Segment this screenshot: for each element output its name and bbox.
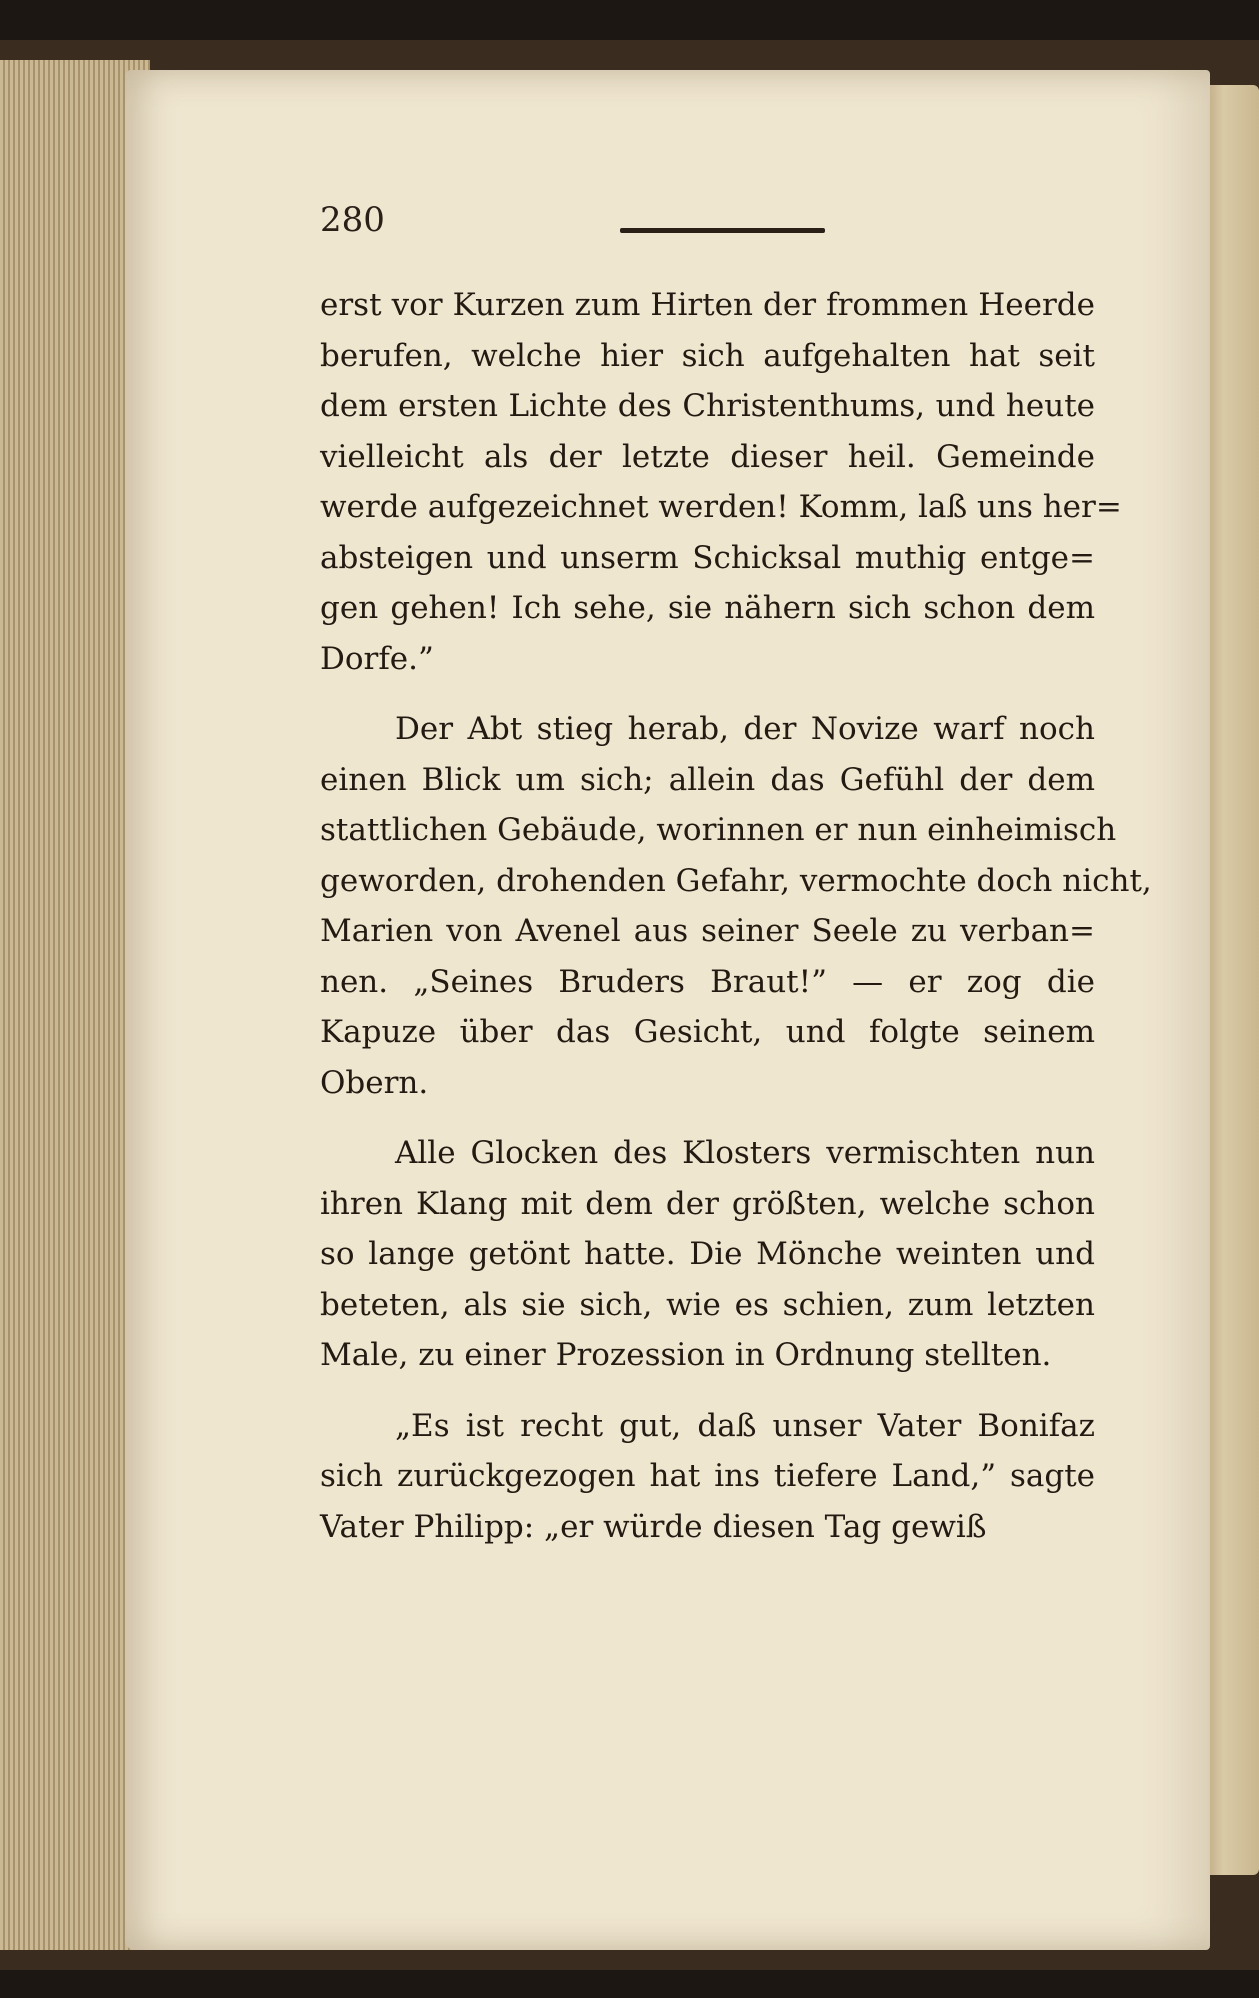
paragraph: [320, 280, 1122, 684]
text-line: dem ersten Lichte des Christenthums, und heute: [320, 388, 1095, 424]
text-line: Dorfe.”: [320, 640, 434, 677]
text-line: ihren Klang mit dem der größten, welche schon: [320, 1185, 1095, 1222]
text-line: gen gehen! Ich sehe, sie nähern sich schon dem: [320, 590, 1095, 626]
text-line: sich zurückgezogen hat ins tiefere Land,” sagte: [320, 1458, 1095, 1494]
page-header: [320, 200, 860, 260]
paragraph: [320, 1401, 1095, 1553]
text-line: so lange getönt hatte. Die Mönche weinten und: [320, 1236, 1095, 1272]
text-line: Marien von Avenel aus seiner Seele zu verban=: [320, 913, 1095, 949]
text-line: absteigen und unserm Schicksal muthig entge=: [320, 539, 1095, 576]
text-line: „Es ist recht gut, daß unser Vater Bonifaz: [395, 1407, 1095, 1444]
text-line: beteten, als sie sich, wie es schien, zum letzten: [320, 1286, 1095, 1323]
page-number: 280: [320, 200, 385, 240]
text-line: Obern.: [320, 1064, 429, 1101]
paragraph: [320, 1128, 1095, 1381]
text-line: Der Abt stieg herab, der Novize warf noch: [395, 711, 1095, 747]
header-rule: [620, 228, 825, 233]
body-text: [320, 280, 1152, 1552]
text-line: berufen, welche hier sich aufgehalten hat seit: [320, 337, 1095, 374]
text-line: erst vor Kurzen zum Hirten der frommen Heerde: [320, 287, 1095, 323]
text-line: geworden, drohenden Gefahr, vermochte doch nicht,: [320, 862, 1152, 899]
text-line: Alle Glocken des Klosters vermischten nun: [395, 1135, 1095, 1171]
paragraph: [320, 704, 1152, 1108]
text-line: Vater Philipp: „er würde diesen Tag gewiß: [320, 1508, 987, 1545]
paragraph-gap: [320, 1108, 1095, 1128]
paragraph-gap: [320, 1381, 1095, 1401]
text-line: Kapuze über das Gesicht, und folgte seinem: [320, 1014, 1095, 1050]
text-line: werde aufgezeichnet werden! Komm, laß uns her=: [320, 489, 1122, 525]
text-line: einen Blick um sich; allein das Gefühl der dem: [320, 761, 1095, 798]
text-line: vielleicht als der letzte dieser heil. Gemeinde: [320, 438, 1095, 475]
text-line: stattlichen Gebäude, worinnen er nun einheimisch: [320, 812, 1117, 848]
text-line: nen. „Seines Bruders Braut!” — er zog die: [320, 963, 1095, 1000]
paragraph-gap: [320, 684, 1095, 704]
text-line: Male, zu einer Prozession in Ordnung stellten.: [320, 1337, 1052, 1373]
